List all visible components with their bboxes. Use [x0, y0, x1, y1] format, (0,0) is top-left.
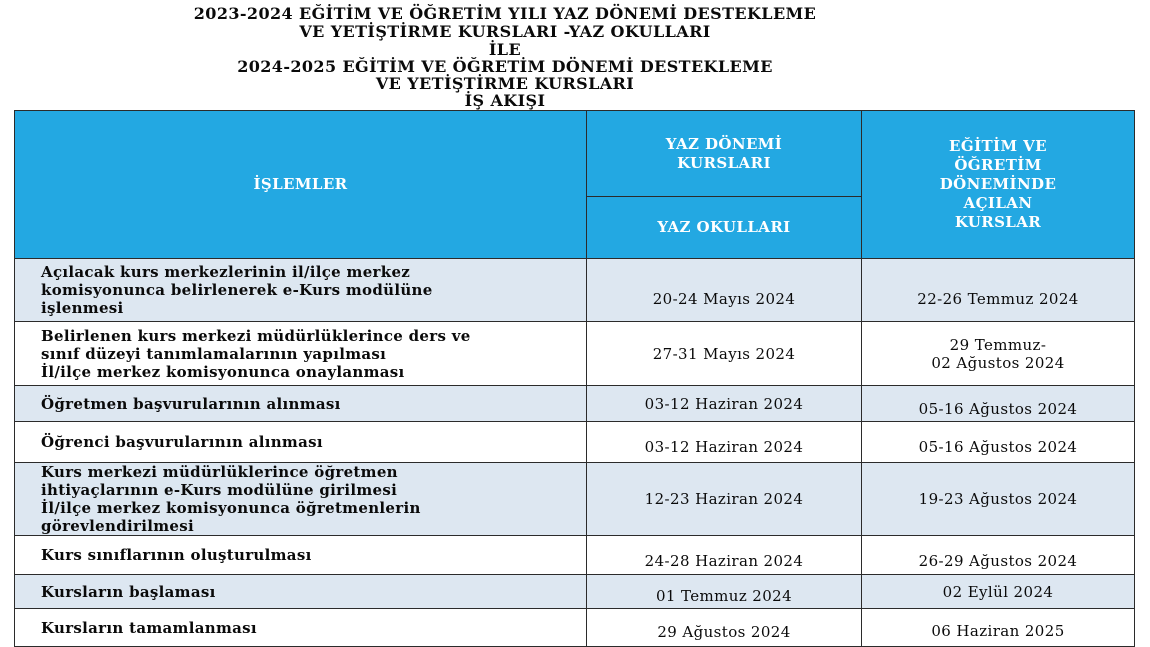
task-line: Kurs sınıflarının oluşturulması: [41, 546, 312, 564]
task-cell: [15, 463, 587, 536]
table-row: [15, 575, 1135, 609]
header-islemler: İŞLEMLER: [15, 111, 587, 259]
task-line: Belirlenen kurs merkezi müdürlüklerince ders ve: [41, 326, 471, 345]
table-row: [15, 322, 1135, 386]
summer-date: 20-24 Mayıs 2024: [652, 290, 796, 308]
summer-date: 03-12 Haziran 2024: [644, 394, 804, 413]
term-date-cell: [862, 575, 1135, 609]
term-date-cell: [862, 463, 1135, 536]
task-line: Kursların başlaması: [41, 582, 216, 601]
task-line: komisyonunca belirlenerek e-Kurs modülüne: [41, 281, 433, 299]
term-date-cell: [862, 386, 1135, 422]
term-date-cell: [862, 422, 1135, 463]
table-row: [15, 609, 1135, 647]
summer-date: 12-23 Haziran 2024: [644, 490, 804, 508]
term-date: 26-29 Ağustos 2024: [918, 552, 1078, 570]
header-egitim-line-4: AÇILAN: [963, 194, 1033, 212]
task-line: Öğretmen başvurularının alınması: [41, 394, 341, 413]
task-line: işlenmesi: [41, 299, 124, 317]
header-egitim-line-5: KURSLAR: [954, 213, 1042, 231]
header-yaz-okullari: YAZ OKULLARI: [587, 197, 862, 259]
summer-date-cell: [587, 422, 862, 463]
workflow-table: [14, 110, 1135, 647]
table-row: [15, 422, 1135, 463]
summer-date-cell: [587, 386, 862, 422]
table-row: [15, 536, 1135, 575]
header-yaz-donemi: [587, 111, 862, 197]
title-line-2: VE YETİŞTİRME KURSLARI -YAZ OKULLARI: [299, 22, 711, 41]
task-cell: [15, 609, 587, 647]
header-egitim-ogretim: [862, 111, 1135, 259]
summer-date: 27-31 Mayıs 2024: [652, 344, 796, 363]
header-egitim-line-1: EĞİTİM VE: [949, 137, 1047, 155]
task-cell: [15, 259, 587, 322]
term-date-cell: [862, 322, 1135, 386]
task-cell: [15, 422, 587, 463]
task-line: ihtiyaçlarının e-Kurs modülüne girilmesi: [41, 481, 398, 499]
summer-date-cell: [587, 536, 862, 575]
term-date: 06 Haziran 2025: [931, 621, 1065, 640]
header-egitim-line-3: DÖNEMİNDE: [939, 175, 1057, 193]
summer-date-cell: [587, 609, 862, 647]
term-date: 05-16 Ağustos 2024: [918, 438, 1078, 456]
task-cell: [15, 386, 587, 422]
summer-date-cell: [587, 463, 862, 536]
table-row: [15, 259, 1135, 322]
task-cell: [15, 575, 587, 609]
term-date-cell: [862, 536, 1135, 575]
task-line: İl/ilçe merkez komisyonunca onaylanması: [41, 362, 405, 381]
term-date-line: 29 Temmuz-: [949, 335, 1047, 354]
summer-date: 29 Ağustos 2024: [657, 622, 791, 641]
task-line: Kursların tamamlanması: [41, 618, 257, 637]
term-date: 22-26 Temmuz 2024: [917, 290, 1079, 308]
summer-date: 24-28 Haziran 2024: [644, 552, 804, 570]
title-line-5: VE YETİŞTİRME KURSLARI: [375, 74, 635, 93]
term-date-cell: [862, 609, 1135, 647]
table-row: [15, 463, 1135, 536]
summer-date: 03-12 Haziran 2024: [644, 438, 804, 456]
task-line: İl/ilçe merkez komisyonunca öğretmenlerin: [41, 499, 421, 517]
header-yaz-donemi-line-2: KURSLARI: [677, 153, 771, 172]
title-line-3: İLE: [488, 40, 522, 59]
task-line: Kurs merkezi müdürlüklerince öğretmen: [41, 463, 398, 481]
task-line: sınıf düzeyi tanımlamalarının yapılması: [41, 344, 387, 363]
term-date: 19-23 Ağustos 2024: [918, 490, 1078, 508]
term-date: 05-16 Ağustos 2024: [918, 399, 1078, 418]
summer-date-cell: [587, 259, 862, 322]
summer-date-cell: [587, 322, 862, 386]
task-line: görevlendirilmesi: [41, 517, 194, 535]
task-line: Öğrenci başvurularının alınması: [41, 433, 323, 451]
term-date: 02 Eylül 2024: [942, 582, 1054, 601]
header-egitim-line-2: ÖĞRETİM: [954, 156, 1042, 174]
term-date-line: 02 Ağustos 2024: [931, 353, 1065, 372]
term-date-cell: [862, 259, 1135, 322]
table-row: [15, 386, 1135, 422]
task-cell: [15, 536, 587, 575]
summer-date: 01 Temmuz 2024: [655, 586, 793, 605]
title-line-4: 2024-2025 EĞİTİM VE ÖĞRETİM DÖNEMİ DESTEKLEME: [237, 57, 773, 76]
summer-date-cell: [587, 575, 862, 609]
title-line-1: 2023-2024 EĞİTİM VE ÖĞRETİM YILI YAZ DÖNEMİ DESTEKLEME: [193, 4, 817, 23]
title-line-6: İŞ AKIŞI: [464, 91, 546, 110]
task-line: Açılacak kurs merkezlerinin il/ilçe merkez: [41, 263, 411, 281]
task-cell: [15, 322, 587, 386]
header-yaz-donemi-line-1: YAZ DÖNEMİ: [665, 134, 783, 153]
